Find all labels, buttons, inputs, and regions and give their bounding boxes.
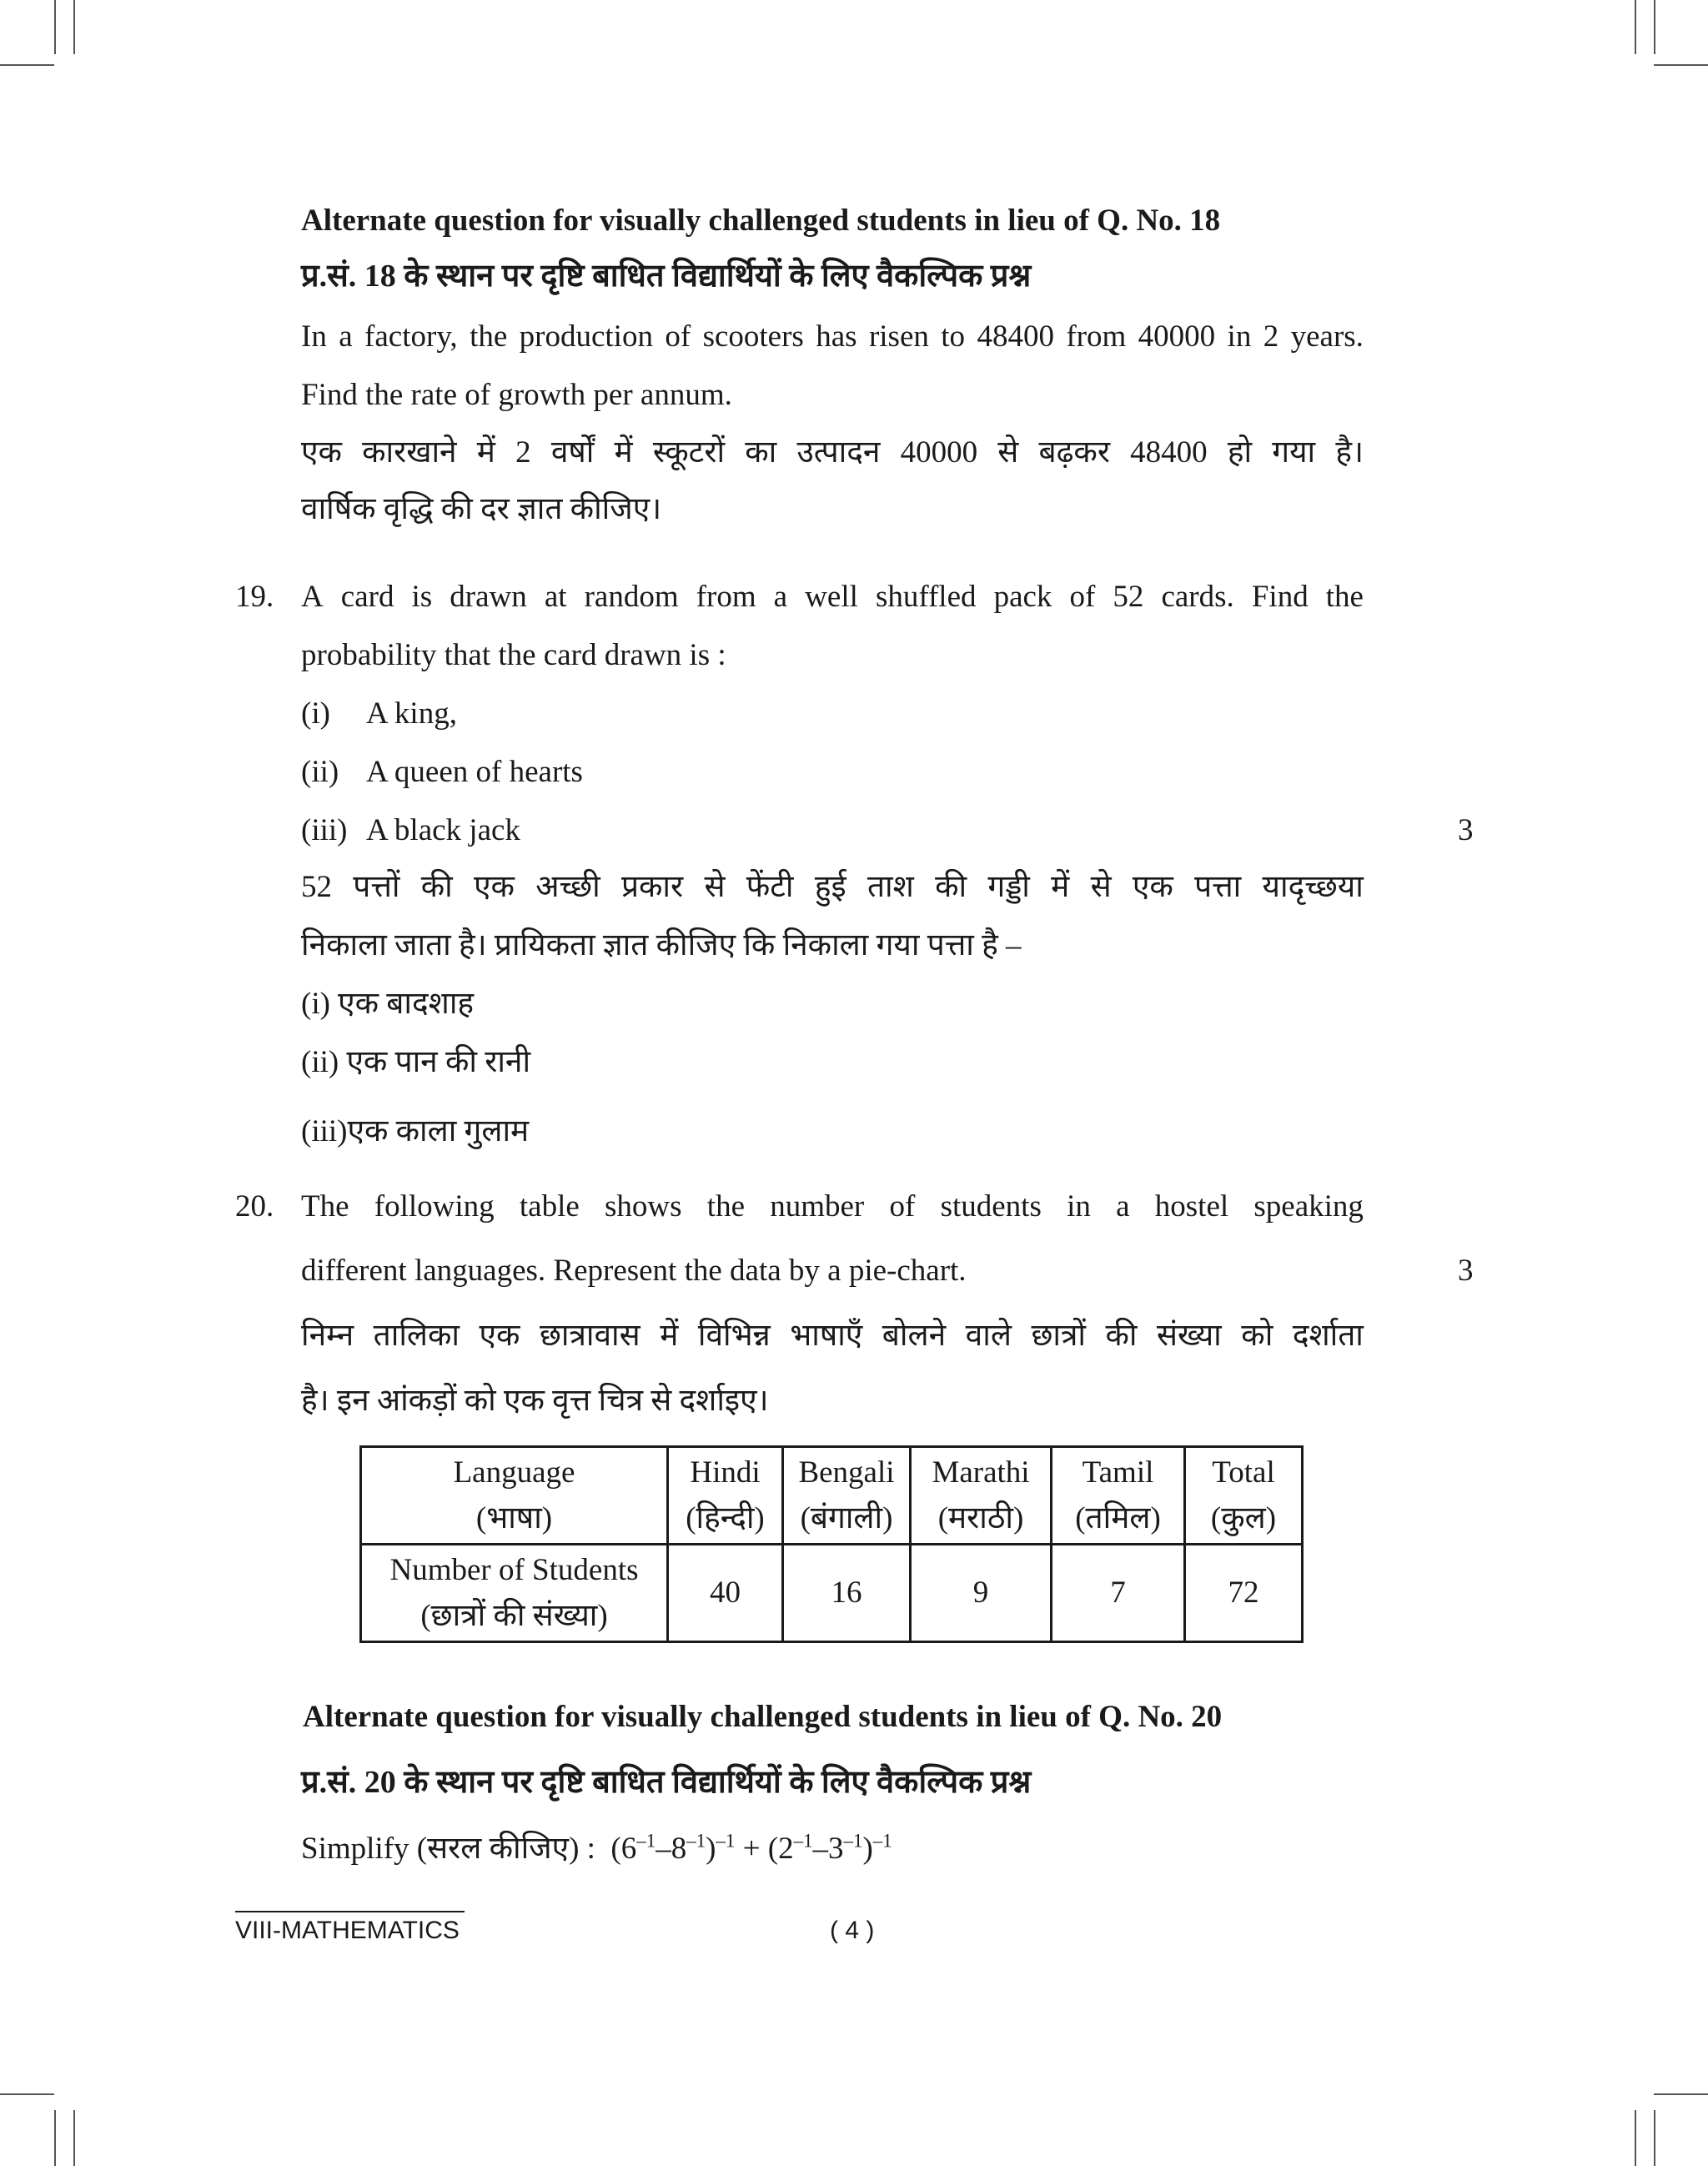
word: a [339, 319, 353, 354]
word: पत्तों [353, 870, 400, 904]
alt20-heading-hi: प्र.सं. 20 के स्थान पर दृष्टि बाधित विद्यार्थियों के लिए वैकल्पिक प्रश्न [301, 1765, 1032, 1800]
word: वाले [965, 1319, 1012, 1353]
footer-rule [235, 1911, 465, 1912]
table-header-cell: Language (भाषा) [361, 1447, 668, 1545]
word: 48400 [1130, 435, 1208, 470]
simplify-prefix: Simplify (सरल कीजिए) : [301, 1832, 595, 1866]
word: in [1067, 1189, 1091, 1224]
word: में [614, 435, 633, 470]
q19-option-num: (i) [301, 696, 330, 731]
word: में [476, 435, 495, 470]
word: स्कूटरों [652, 435, 726, 470]
simplify-expression: $(6^{-1}-8^{-1})^{-1} + (2^{-1}-3^{-1})^{-1}$ [610, 1830, 892, 1866]
table-row-label: Number of Students (छात्रों की संख्या) [361, 1545, 668, 1642]
table-cell: 9 [911, 1545, 1052, 1642]
word: In [301, 319, 327, 354]
word: का [745, 435, 777, 470]
table-header-cell: Bengali (बंगाली) [783, 1447, 911, 1545]
crop-mark [0, 2093, 54, 2095]
q19-hindi-option: (i) एक बादशाह [301, 987, 475, 1021]
word: cards. [1161, 580, 1234, 614]
q19-option-text: A king, [366, 696, 457, 731]
crop-mark [1654, 2110, 1655, 2166]
word: students [940, 1189, 1042, 1224]
word: दर्शाता [1292, 1319, 1364, 1353]
word: a [1116, 1189, 1130, 1224]
alt20-heading-en: Alternate question for visually challenged students in lieu of Q. No. 20 [303, 1700, 1223, 1734]
q19-option-num: (ii) [301, 755, 339, 789]
table-header-cell: Hindi (हिन्दी) [668, 1447, 783, 1545]
alt18-question-hi-line2: वार्षिक वृद्धि की दर ज्ञात कीजिए। [301, 492, 662, 526]
word: 52 [1113, 580, 1144, 614]
languages-table [359, 1445, 1304, 1643]
crop-mark [1635, 0, 1636, 54]
word: की [935, 870, 967, 904]
word: table [519, 1189, 580, 1224]
word: from [1066, 319, 1127, 354]
word: production [519, 319, 653, 354]
word: of [1069, 580, 1096, 614]
word: to [941, 319, 966, 354]
q19-hindi-option: (ii) एक पान की रानी [301, 1045, 531, 1079]
word: वर्षों [550, 435, 595, 470]
word: की [1105, 1319, 1138, 1353]
crop-mark [1654, 64, 1708, 66]
q19-marks: 3 [1458, 813, 1474, 847]
crop-mark [73, 2110, 75, 2166]
word: A [301, 580, 324, 614]
word: हुई [814, 870, 846, 904]
word: the [1325, 580, 1364, 614]
word: बोलने [882, 1319, 947, 1353]
word: बढ़कर [1038, 435, 1110, 470]
word: कारखाने [362, 435, 457, 470]
word: निम्न [301, 1319, 354, 1353]
q20-hindi-line2: है। इन आंकड़ों को एक वृत्त चित्र से दर्शाइए। [301, 1384, 769, 1418]
q19-line2: probability that the card drawn is : [301, 638, 726, 672]
word: of [665, 319, 691, 354]
word: speaking [1253, 1189, 1364, 1224]
table-header-cell: Marathi (मराठी) [911, 1447, 1052, 1545]
word: ताश [867, 870, 914, 904]
word: में [1051, 870, 1070, 904]
q19-option-text: A queen of hearts [366, 755, 583, 789]
word: The [301, 1189, 349, 1224]
word: पत्ता [1194, 870, 1242, 904]
word: एक [479, 1319, 520, 1353]
word: risen [868, 319, 929, 354]
footer-page-number: ( 4 ) [830, 1917, 875, 1944]
q19-hindi-line1 [301, 872, 1364, 902]
word: shows [605, 1189, 682, 1224]
q20-marks: 3 [1458, 1254, 1474, 1288]
word: की [420, 870, 453, 904]
word: scooters [702, 319, 804, 354]
word: 40000 [1138, 319, 1216, 354]
footer-subject: VIII-MATHEMATICS [235, 1917, 460, 1944]
word: से [704, 870, 726, 904]
table-cell: 72 [1185, 1545, 1303, 1642]
word: गया [1272, 435, 1316, 470]
word: अच्छी [535, 870, 600, 904]
word: random [584, 580, 679, 614]
q19-line1 [301, 581, 1364, 612]
table-row [361, 1545, 1303, 1642]
word: well [805, 580, 858, 614]
table-cell: 7 [1052, 1545, 1185, 1642]
word: तालिका [373, 1319, 460, 1353]
q19-number: 19. [235, 580, 274, 614]
word: at [544, 580, 567, 614]
word: of [889, 1189, 916, 1224]
word: उत्पादन [796, 435, 881, 470]
crop-mark [1635, 2110, 1636, 2166]
word: hostel [1154, 1189, 1229, 1224]
crop-mark [0, 64, 54, 66]
q20-line2: different languages. Represent the data by a pie-chart. [301, 1254, 967, 1288]
word: एक [301, 435, 342, 470]
q19-option-num: (iii) [301, 813, 348, 847]
word: फेंटी [746, 870, 794, 904]
alt18-question-hi-line1 [301, 437, 1364, 468]
word: 48400 [977, 319, 1054, 354]
alt20-simplify-line [301, 1830, 892, 1866]
word: from [696, 580, 756, 614]
word: pack [993, 580, 1052, 614]
word: years. [1290, 319, 1364, 354]
word: हो [1227, 435, 1253, 470]
table-cell: 16 [783, 1545, 911, 1642]
word: है। [1335, 435, 1364, 470]
word: विभिन्न [697, 1319, 771, 1353]
word: 52 [301, 870, 332, 904]
word: the [470, 319, 508, 354]
word: को [1241, 1319, 1273, 1353]
q19-hindi-option: (iii)एक काला गुलाम [301, 1114, 530, 1148]
word: a [773, 580, 788, 614]
word: प्रकार [620, 870, 684, 904]
word: से [997, 435, 1019, 470]
word: number [770, 1189, 865, 1224]
word: यादृच्छया [1262, 870, 1364, 904]
word: is [411, 580, 433, 614]
crop-mark [54, 0, 56, 54]
word: following [374, 1189, 495, 1224]
q20-number: 20. [235, 1189, 274, 1224]
word: Find [1251, 580, 1309, 614]
alt18-heading-en: Alternate question for visually challenged students in lieu of Q. No. 18 [301, 204, 1221, 238]
word: 40000 [900, 435, 978, 470]
q20-hindi-line1 [301, 1320, 1364, 1351]
word: 2 [515, 435, 531, 470]
word: में [660, 1319, 679, 1353]
table-header-cell: Tamil (तमिल) [1052, 1447, 1185, 1545]
word: छात्रावास [539, 1319, 640, 1353]
word: एक [474, 870, 515, 904]
word: से [1090, 870, 1112, 904]
q20-line1 [301, 1191, 1364, 1222]
word: card [340, 580, 394, 614]
word: छात्रों [1031, 1319, 1086, 1353]
crop-mark [1654, 0, 1655, 54]
alt18-heading-hi: प्र.सं. 18 के स्थान पर दृष्टि बाधित विद्यार्थियों के लिए वैकल्पिक प्रश्न [301, 259, 1032, 294]
crop-mark [73, 0, 75, 54]
word: has [816, 319, 857, 354]
table-header-row [361, 1447, 1303, 1545]
alt18-question-en-line1 [301, 321, 1364, 352]
word: factory, [364, 319, 458, 354]
q19-option-text: A black jack [366, 813, 520, 847]
alt18-question-en-line2: Find the rate of growth per annum. [301, 378, 732, 412]
table-header-cell: Total (कुल) [1185, 1447, 1303, 1545]
word: एक [1132, 870, 1173, 904]
crop-mark [54, 2110, 56, 2166]
q19-hindi-line2: निकाला जाता है। प्रायिकता ज्ञात कीजिए कि निकाला गया पत्ता है – [301, 928, 1022, 962]
table-cell: 40 [668, 1545, 783, 1642]
crop-mark [1654, 2093, 1708, 2095]
word: drawn [450, 580, 527, 614]
word: the [706, 1189, 745, 1224]
word: in [1227, 319, 1252, 354]
word: भाषाएँ [790, 1319, 863, 1353]
word: shuffled [875, 580, 977, 614]
word: 2 [1263, 319, 1279, 354]
word: गड्डी [987, 870, 1030, 904]
word: संख्या [1157, 1319, 1222, 1353]
